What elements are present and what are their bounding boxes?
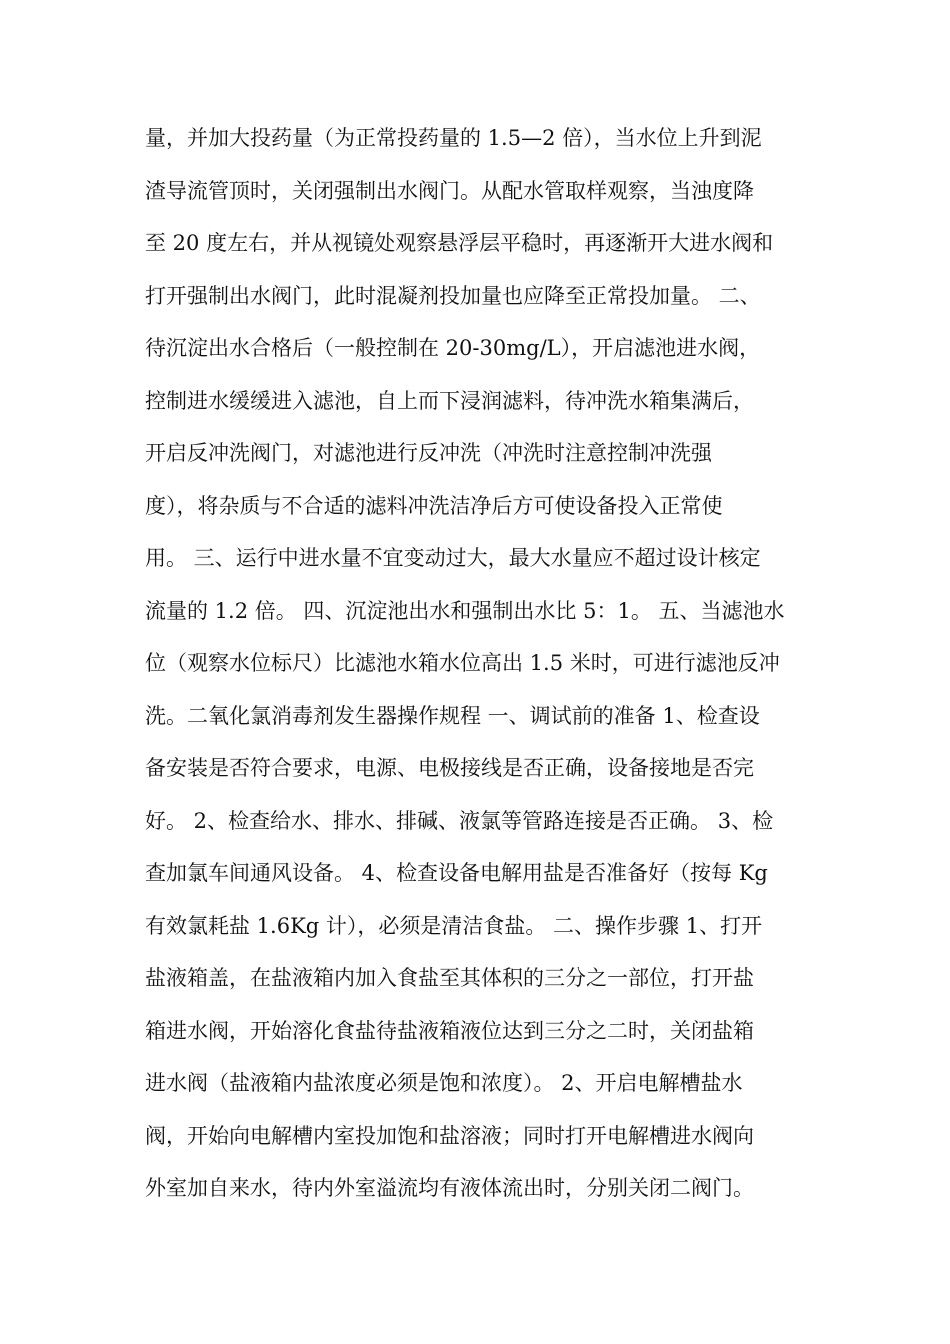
text-line: 开启反冲洗阀门，对滤池进行反冲洗（冲洗时注意控制冲洗强	[145, 441, 712, 465]
text-line: 位（观察水位标尺）比滤池水箱水位高出 1.5 米时，可进行滤池反冲	[145, 651, 780, 675]
text-line: 箱进水阀，开始溶化食盐待盐液箱液位达到三分之二时，关闭盐箱	[145, 1018, 754, 1043]
text-line: 进水阀（盐液箱内盐浓度必须是饱和浓度）。 2、开启电解槽盐水	[145, 1071, 743, 1095]
text-line: 盐液箱盖，在盐液箱内加入食盐至其体积的三分之一部位，打开盐	[145, 966, 754, 990]
text-line: 控制进水缓缓进入滤池，自上而下浸润滤料，待冲洗水箱集满后，	[145, 388, 754, 413]
text-line: 打开强制出水阀门，此时混凝剂投加量也应降至正常投加量。 二、	[145, 283, 761, 308]
text-line: 待沉淀出水合格后（一般控制在 20-30mg/L），开启滤池进水阀，	[145, 336, 761, 360]
text-line: 阀，开始向电解槽内室投加饱和盐溶液；同时打开电解槽进水阀向	[145, 1123, 754, 1148]
text-line: 流量的 1.2 倍。 四、沉淀池出水和强制出水比 5：1。 五、当滤池水	[145, 598, 785, 623]
text-line: 量，并加大投药量（为正常投药量的 1.5—2 倍），当水位上升到泥	[145, 126, 762, 150]
text-line: 外室加自来水，待内外室溢流均有液体流出时，分别关闭二阀门。	[145, 1176, 754, 1200]
text-line: 至 20 度左右，并从视镜处观察悬浮层平稳时，再逐渐开大进水阀和	[145, 231, 774, 255]
text-line: 渣导流管顶时，关闭强制出水阀门。从配水管取样观察，当浊度降	[145, 178, 754, 203]
text-line: 备安装是否符合要求，电源、电极接线是否正确，设备接地是否完	[145, 756, 754, 780]
text-line: 查加氯车间通风设备。 4、检查设备电解用盐是否准备好（按每 Kg	[145, 861, 768, 885]
text-line: 好。 2、检查给水、排水、排碱、液氯等管路连接是否正确。 3、检	[145, 808, 774, 833]
text-line: 有效氯耗盐 1.6Kg 计），必须是清洁食盐。 二、操作步骤 1、打开	[145, 913, 763, 938]
text-line: 洗。二氧化氯消毒剂发生器操作规程 一、调试前的准备 1、检查设	[145, 703, 760, 728]
body-text	[145, 118, 825, 1221]
text-line: 用。 三、运行中进水量不宜变动过大，最大水量应不超过设计核定	[145, 546, 761, 570]
text-line: 度），将杂质与不合适的滤料冲洗洁净后方可使设备投入正常使	[145, 493, 723, 518]
